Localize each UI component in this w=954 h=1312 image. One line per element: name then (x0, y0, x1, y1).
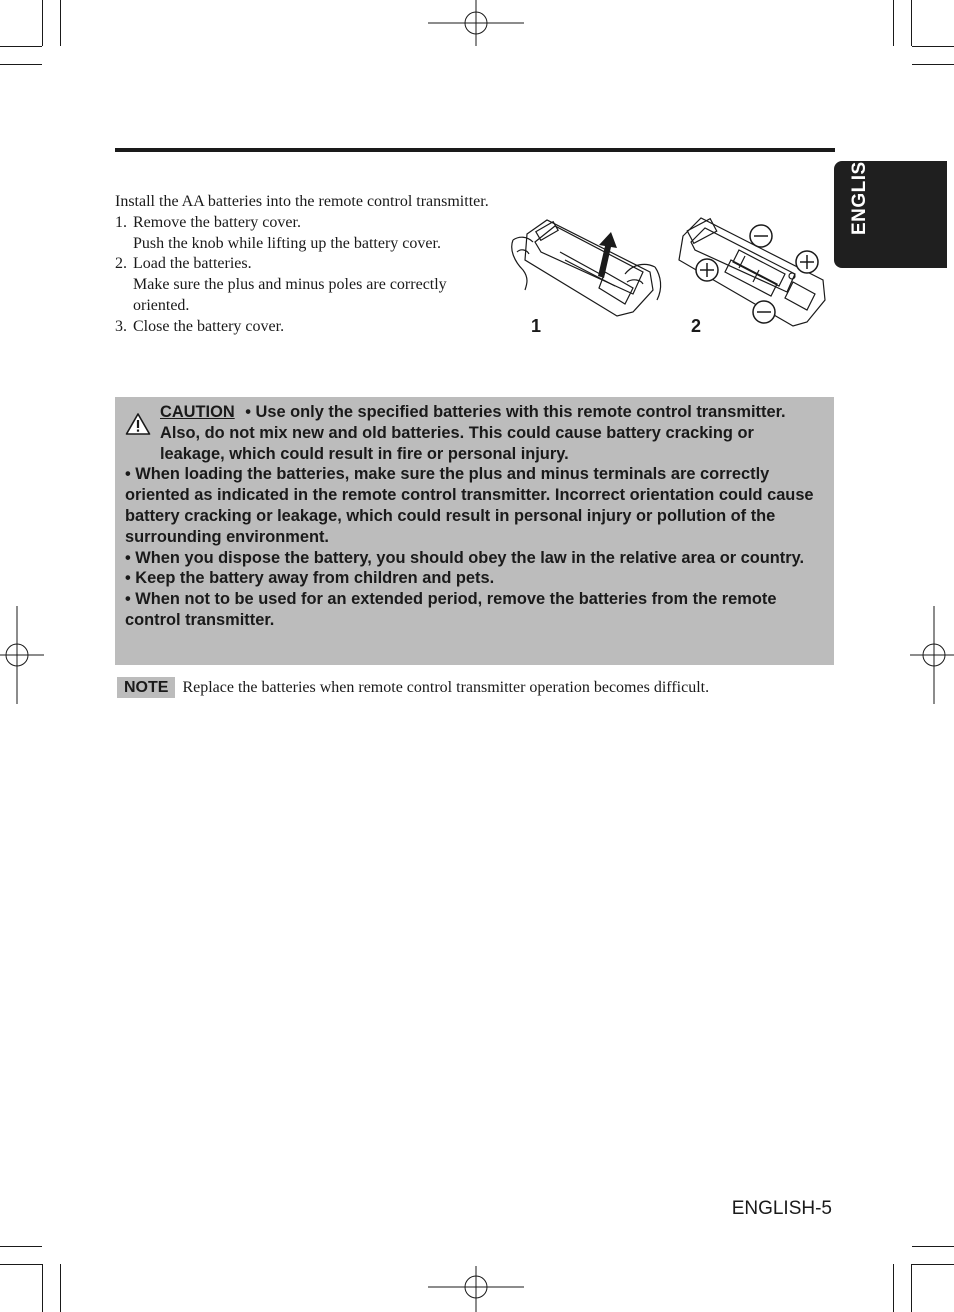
caution-bullet: • When loading the batteries, make sure the plus and minus terminals are correctly oriented as indicated in the remote control transmitter. Incorrect orientation could cause battery cracking or leakage, which could result in personal injury or pollution of the surrounding environment. (125, 465, 814, 546)
note-text: Replace the batteries when remote control transmitter operation becomes difficult. (182, 678, 710, 696)
step-title: Load the batteries. (133, 255, 252, 273)
language-tab-label: ENGLISH (849, 146, 870, 235)
step-detail: Push the knob while lifting up the battery cover. (133, 234, 441, 252)
plus-pole-icon (696, 259, 718, 281)
note-label: NOTE (117, 677, 175, 698)
registration-mark-icon (428, 1264, 524, 1312)
step-item: 3. Close the battery cover. (115, 317, 285, 335)
language-tab (834, 146, 947, 268)
intro-text: Install the AA batteries into the remote control transmitter. (115, 193, 489, 210)
warning-triangle-icon (125, 412, 151, 436)
steps-list (115, 213, 490, 338)
caution-bullet: • Keep the battery away from children and pets. (125, 569, 495, 588)
lift-arrow-icon (598, 232, 617, 278)
note (117, 677, 709, 698)
battery-instructions (115, 192, 490, 338)
step-item: 2. Load the batteries. Make sure the plus and minus poles are correctly oriented. (115, 254, 490, 316)
caution-bullet: • When not to be used for an extended period, remove the batteries from the remote control transmitter. (125, 590, 777, 629)
caution-header (125, 402, 820, 464)
page-number: ENGLISH-5 (731, 1198, 832, 1219)
figure-label-2: 2 (691, 316, 702, 336)
caution-bullet: • Use only the specified batteries with this remote control transmitter. Also, do not mix new and old batteries. This could cause battery cracking or leakage, which could result in fire or personal injury. (160, 403, 786, 463)
step-title: Close the battery cover. (133, 317, 285, 335)
minus-pole-icon (750, 225, 772, 247)
registration-mark-icon (0, 606, 44, 704)
step-item: 1. Remove the battery cover. Push the knob while lifting up the battery cover. (115, 213, 490, 255)
step-title: Remove the battery cover. (133, 213, 301, 231)
caution-box (115, 397, 834, 665)
caution-label: CAUTION (160, 403, 235, 421)
header-rule (115, 148, 835, 152)
step-detail: Make sure the plus and minus poles are correctly oriented. (133, 276, 447, 314)
figure-label-1: 1 (531, 316, 542, 336)
remote-open-cover-drawing (505, 212, 835, 342)
caution-bullet: • When you dispose the battery, you should obey the law in the relative area or country. (125, 548, 805, 567)
registration-mark-icon (910, 606, 954, 704)
battery-illustration (505, 212, 835, 342)
plus-pole-icon (796, 251, 818, 273)
registration-mark-icon (428, 0, 524, 48)
minus-pole-icon (753, 301, 775, 323)
